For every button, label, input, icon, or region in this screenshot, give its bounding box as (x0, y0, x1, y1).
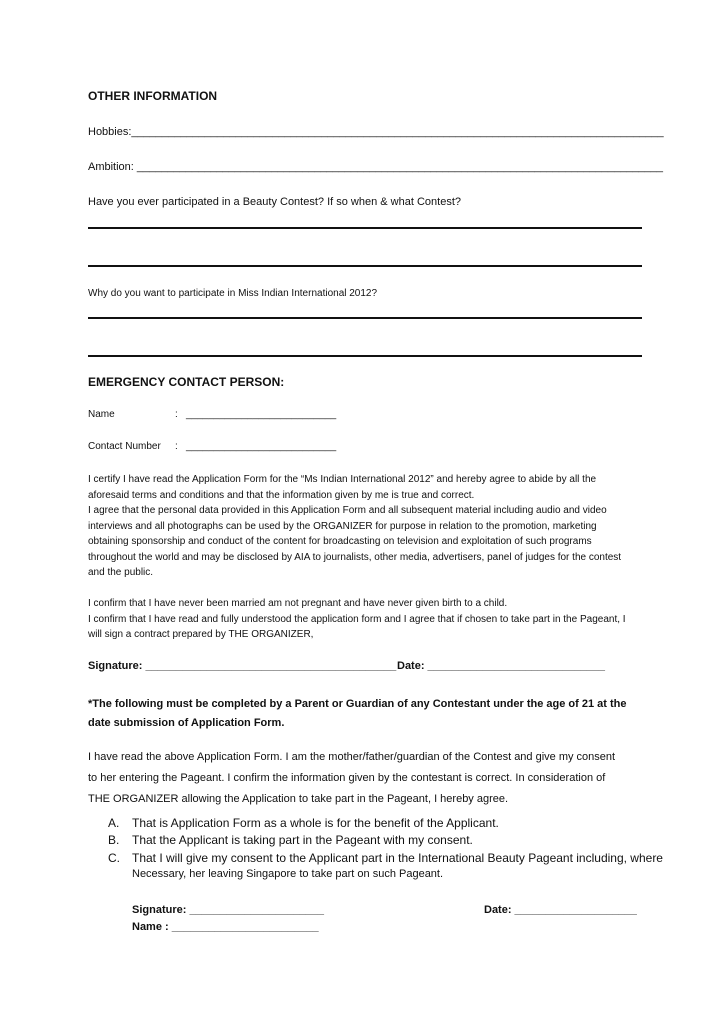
contact-colon: : (175, 441, 178, 452)
declaration-line: I agree that the personal data provided in this Application Form and all subsequent material including audio and video (88, 505, 607, 516)
guardian-note-line: *The following must be completed by a Parent or Guardian of any Contestant under the age of 21 at the (88, 698, 627, 710)
answer-line[interactable] (88, 227, 642, 229)
list-marker: B. (108, 833, 120, 847)
consent-line: I have read the above Application Form. I am the mother/father/guardian of the Contest and give my consent (88, 751, 616, 763)
hobbies-field[interactable]: Hobbies:_______________________________________________________________________________________ (88, 126, 664, 138)
answer-line[interactable] (88, 355, 642, 357)
declaration-line: aforesaid terms and conditions and that the information given by me is true and correct. (88, 489, 475, 501)
applicant-signature-field[interactable]: Signature: _________________________________________ (88, 660, 397, 672)
beauty-contest-question: Have you ever participated in a Beauty Contest? If so when & what Contest? (88, 196, 461, 208)
consent-line: THE ORGANIZER allowing the Application to take part in the Pageant, I hereby agree. (88, 793, 509, 805)
answer-line[interactable] (88, 265, 642, 267)
guardian-signature-field[interactable]: Signature: ______________________ (132, 904, 325, 916)
list-marker: A. (108, 816, 120, 830)
declaration-line: I certify I have read the Application Form for the “Ms Indian International 2012” and hereby agree to abide by all the (88, 474, 597, 485)
list-item-a (108, 816, 499, 830)
guardian-note (88, 695, 648, 733)
emergency-contact-field[interactable]: ___________________________ (186, 441, 337, 452)
list-item-text: That is Application Form as a whole is for the benefit of the Applicant. (132, 816, 499, 830)
name-colon: : (175, 409, 178, 420)
confirmation-line: will sign a contract prepared by THE ORGANIZER, (88, 629, 314, 640)
guardian-consent-paragraph (88, 747, 648, 810)
answer-line[interactable] (88, 317, 642, 319)
list-item-b (108, 833, 473, 847)
guardian-date-field[interactable]: Date: ____________________ (484, 904, 637, 916)
list-item-text: That the Applicant is taking part in the Pageant with my consent. (132, 833, 473, 847)
emergency-name-field[interactable]: ___________________________ (186, 409, 337, 420)
confirmation-line: I confirm that I have read and fully understood the application form and I agree that if chosen to take part in the Pageant, I (88, 613, 626, 625)
applicant-date-field[interactable]: Date: _____________________________ (397, 660, 605, 672)
consent-line: to her entering the Pageant. I confirm the information given by the contestant is correct. In consideration of (88, 772, 606, 784)
declaration-paragraph (88, 472, 648, 581)
guardian-note-line: date submission of Application Form. (88, 717, 285, 729)
emergency-contact-heading: EMERGENCY CONTACT PERSON: (88, 375, 285, 389)
confirmation-paragraph (88, 596, 648, 643)
declaration-line: and the public. (88, 567, 154, 578)
list-item-text: That I will give my consent to the Applicant part in the International Beauty Pageant including, where (132, 851, 663, 865)
other-information-heading: OTHER INFORMATION (88, 89, 218, 103)
declaration-line: interviews and all photographs can be used by the ORGANIZER for purpose in relation to the promotion, marketing (88, 520, 597, 532)
declaration-line: throughout the world and may be disclosed by AIA to journalists, other media, advertisers, panel of judges for the contest (88, 551, 622, 563)
list-marker: C. (108, 851, 120, 865)
list-item-c (108, 851, 663, 865)
guardian-name-field[interactable]: Name : ________________________ (132, 921, 319, 933)
declaration-line: obtaining sponsorship and conduct of the content for broadcasting on television and exploitation of such programs (88, 536, 592, 547)
list-item-c-continued: Necessary, her leaving Singapore to take part on such Pageant. (132, 868, 444, 880)
ambition-field[interactable]: Ambition: ______________________________________________________________________________________ (88, 161, 664, 173)
why-participate-question: Why do you want to participate in Miss Indian International 2012? (88, 288, 378, 299)
confirmation-line: I confirm that I have never been married am not pregnant and have never given birth to a child. (88, 598, 508, 609)
name-label: Name (88, 409, 115, 420)
contact-number-label: Contact Number (88, 441, 161, 452)
